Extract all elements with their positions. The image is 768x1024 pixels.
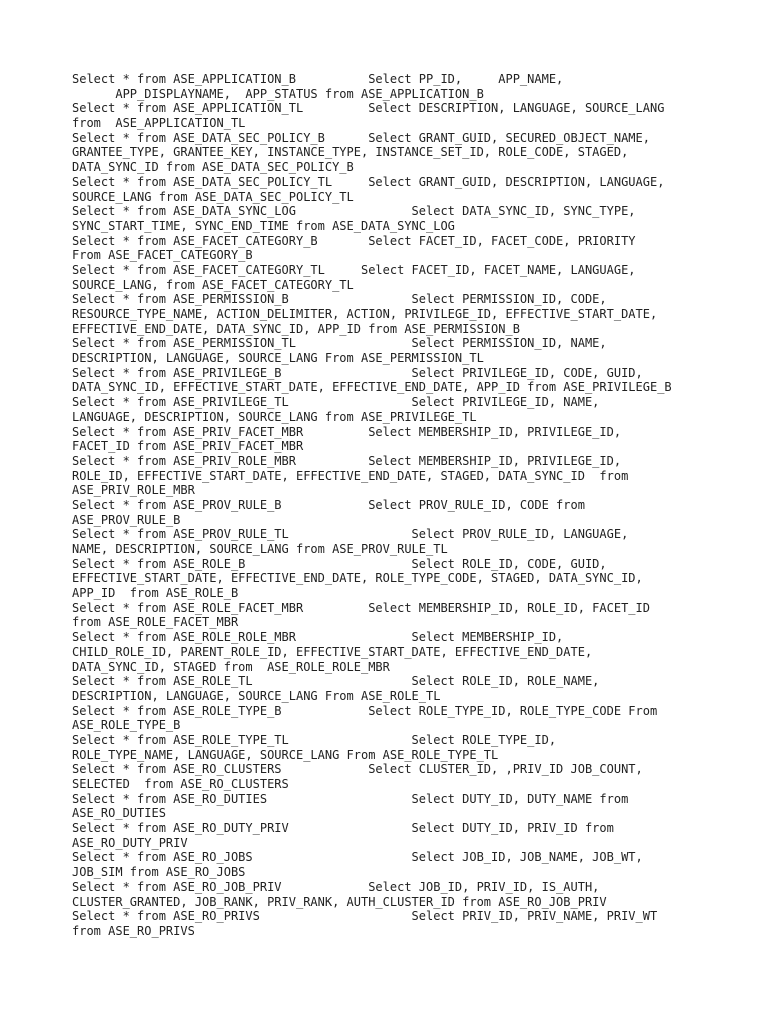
text-line: from ASE_APPLICATION_TL xyxy=(72,116,246,131)
text-line: Select * from ASE_RO_PRIVS Select PRIV_ID, PRIV_NAME, PRIV_WT xyxy=(72,909,658,924)
text-line: ROLE_TYPE_NAME, LANGUAGE, SOURCE_LANG From ASE_ROLE_TYPE_TL xyxy=(72,747,499,762)
text-line: Select * from ASE_RO_DUTY_PRIV Select DUTY_ID, PRIV_ID from xyxy=(72,821,614,836)
text-line: EFFECTIVE_END_DATE, DATA_SYNC_ID, APP_ID from ASE_PERMISSION_B xyxy=(72,321,520,336)
text-line: Select * from ASE_PROV_RULE_TL Select PROV_RULE_ID, LANGUAGE, xyxy=(72,527,629,542)
text-line: Select * from ASE_PERMISSION_B Select PERMISSION_ID, CODE, xyxy=(72,292,607,307)
text-line: DATA_SYNC_ID from ASE_DATA_SEC_POLICY_B xyxy=(72,160,354,175)
text-line: ASE_RO_DUTIES xyxy=(72,806,166,821)
text-line: Select * from ASE_ROLE_TYPE_B Select ROLE_TYPE_ID, ROLE_TYPE_CODE From xyxy=(72,703,658,718)
text-line: Select * from ASE_APPLICATION_TL Select DESCRIPTION, LANGUAGE, SOURCE_LANG xyxy=(72,101,665,116)
text-line: APP_DISPLAYNAME, APP_STATUS from ASE_APPLICATION_B xyxy=(72,86,484,101)
text-line: Select * from ASE_FACET_CATEGORY_B Select FACET_ID, FACET_CODE, PRIORITY xyxy=(72,233,636,248)
text-line: From ASE_FACET_CATEGORY_B xyxy=(72,248,253,263)
text-line: Select * from ASE_PRIV_FACET_MBR Select MEMBERSHIP_ID, PRIVILEGE_ID, xyxy=(72,424,622,439)
text-line: Select * from ASE_DATA_SEC_POLICY_B Select GRANT_GUID, SECURED_OBJECT_NAME, xyxy=(72,130,650,145)
text-line: SYNC_START_TIME, SYNC_END_TIME from ASE_DATA_SYNC_LOG xyxy=(72,218,455,233)
text-line: Select * from ASE_ROLE_B Select ROLE_ID, CODE, GUID, xyxy=(72,556,607,571)
text-line: Select * from ASE_RO_JOBS Select JOB_ID, JOB_NAME, JOB_WT, xyxy=(72,850,643,865)
text-line: FACET_ID from ASE_PRIV_FACET_MBR xyxy=(72,439,304,454)
text-line: ASE_PROV_RULE_B xyxy=(72,512,181,527)
text-line: EFFECTIVE_START_DATE, EFFECTIVE_END_DATE, ROLE_TYPE_CODE, STAGED, DATA_SYNC_ID, xyxy=(72,571,643,586)
text-line: Select * from ASE_RO_JOB_PRIV Select JOB_ID, PRIV_ID, IS_AUTH, xyxy=(72,879,600,894)
sql-query-list xyxy=(72,72,702,939)
text-line: GRANTEE_TYPE, GRANTEE_KEY, INSTANCE_TYPE, INSTANCE_SET_ID, ROLE_CODE, STAGED, xyxy=(72,145,629,160)
text-line: LANGUAGE, DESCRIPTION, SOURCE_LANG from ASE_PRIVILEGE_TL xyxy=(72,409,477,424)
text-line: APP_ID from ASE_ROLE_B xyxy=(72,586,239,601)
text-line: SELECTED from ASE_RO_CLUSTERS xyxy=(72,777,289,791)
text-line: Select * from ASE_ROLE_TYPE_TL Select ROLE_TYPE_ID, xyxy=(72,732,557,747)
text-line: Select * from ASE_ROLE_TL Select ROLE_ID, ROLE_NAME, xyxy=(72,674,600,689)
text-line: Select * from ASE_DATA_SYNC_LOG Select DATA_SYNC_ID, SYNC_TYPE, xyxy=(72,204,636,219)
text-line: SOURCE_LANG from ASE_DATA_SEC_POLICY_TL xyxy=(72,189,354,204)
text-line: ASE_ROLE_TYPE_B xyxy=(72,718,181,733)
text-line: ROLE_ID, EFFECTIVE_START_DATE, EFFECTIVE_END_DATE, STAGED, DATA_SYNC_ID from xyxy=(72,468,629,483)
text-line: Select * from ASE_RO_DUTIES Select DUTY_ID, DUTY_NAME from xyxy=(72,791,629,806)
text-line: ASE_PRIV_ROLE_MBR xyxy=(72,483,195,498)
text-line: Select * from ASE_ROLE_FACET_MBR Select MEMBERSHIP_ID, ROLE_ID, FACET_ID xyxy=(72,600,650,615)
text-line: SOURCE_LANG, from ASE_FACET_CATEGORY_TL xyxy=(72,277,354,292)
text-line: NAME, DESCRIPTION, SOURCE_LANG from ASE_PROV_RULE_TL xyxy=(72,542,448,556)
text-line: Select * from ASE_FACET_CATEGORY_TL Select FACET_ID, FACET_NAME, LANGUAGE, xyxy=(72,262,636,277)
text-line: from ASE_RO_PRIVS xyxy=(72,923,195,938)
text-line: CHILD_ROLE_ID, PARENT_ROLE_ID, EFFECTIVE_START_DATE, EFFECTIVE_END_DATE, xyxy=(72,644,593,659)
text-line: JOB_SIM from ASE_RO_JOBS xyxy=(72,865,246,880)
text-line: CLUSTER_GRANTED, JOB_RANK, PRIV_RANK, AUTH_CLUSTER_ID from ASE_RO_JOB_PRIV xyxy=(72,894,607,909)
text-line: Select * from ASE_PRIV_ROLE_MBR Select MEMBERSHIP_ID, PRIVILEGE_ID, xyxy=(72,453,622,468)
text-line: Select * from ASE_PRIVILEGE_B Select PRIVILEGE_ID, CODE, GUID, xyxy=(72,365,643,380)
text-line: Select * from ASE_APPLICATION_B Select PP_ID, APP_NAME, xyxy=(72,72,564,86)
text-line: DESCRIPTION, LANGUAGE, SOURCE_LANG From ASE_PERMISSION_TL xyxy=(72,351,484,366)
text-line: DATA_SYNC_ID, STAGED from ASE_ROLE_ROLE_MBR xyxy=(72,659,390,674)
text-line: from ASE_ROLE_FACET_MBR xyxy=(72,615,239,630)
text-line: Select * from ASE_PROV_RULE_B Select PROV_RULE_ID, CODE from xyxy=(72,497,585,512)
text-line: DESCRIPTION, LANGUAGE, SOURCE_LANG From ASE_ROLE_TL xyxy=(72,688,441,703)
text-line: Select * from ASE_PRIVILEGE_TL Select PRIVILEGE_ID, NAME, xyxy=(72,395,600,410)
text-line: Select * from ASE_RO_CLUSTERS Select CLUSTER_ID, ,PRIV_ID JOB_COUNT, xyxy=(72,762,643,777)
text-line: Select * from ASE_ROLE_ROLE_MBR Select MEMBERSHIP_ID, xyxy=(72,630,564,645)
text-line: Select * from ASE_DATA_SEC_POLICY_TL Select GRANT_GUID, DESCRIPTION, LANGUAGE, xyxy=(72,174,665,189)
text-line: DATA_SYNC_ID, EFFECTIVE_START_DATE, EFFECTIVE_END_DATE, APP_ID from ASE_PRIVILEGE_B xyxy=(72,380,672,395)
text-line: Select * from ASE_PERMISSION_TL Select PERMISSION_ID, NAME, xyxy=(72,336,607,351)
text-line: ASE_RO_DUTY_PRIV xyxy=(72,835,188,850)
text-line: RESOURCE_TYPE_NAME, ACTION_DELIMITER, ACTION, PRIVILEGE_ID, EFFECTIVE_START_DATE, xyxy=(72,307,658,321)
